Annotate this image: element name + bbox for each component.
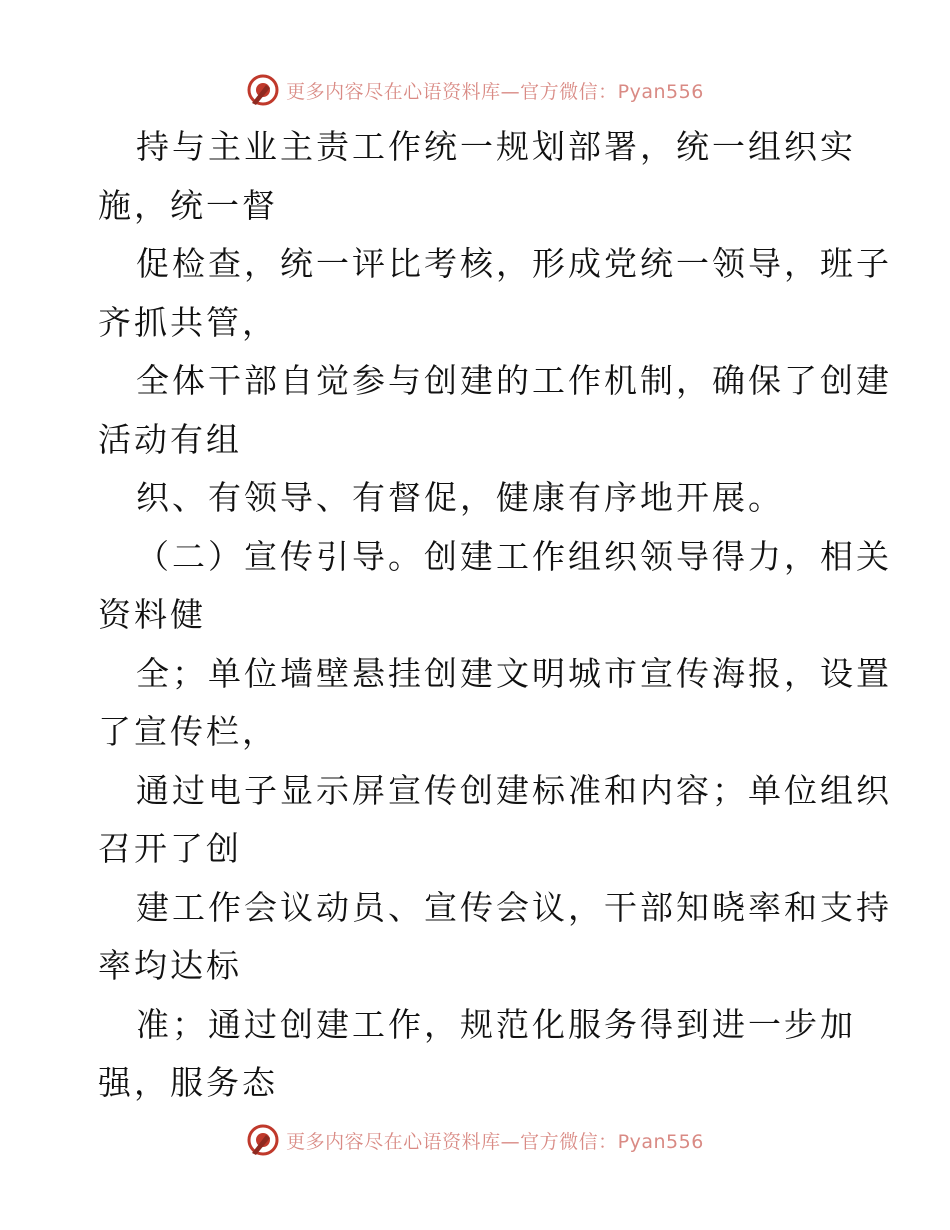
text-line: 建工作会议动员、宣传会议，干部知晓率和支持 <box>136 887 892 927</box>
text-line: 施，统一督 <box>98 185 278 225</box>
footer-banner-text: 更多内容尽在心语资料库—官方微信：Pyan556 <box>286 1130 704 1153</box>
footer-banner <box>0 1120 950 1160</box>
text-line: 促检查，统一评比考核，形成党统一领导，班子 <box>136 244 892 283</box>
text-line: 率均达标 <box>98 946 242 985</box>
pen-logo-icon <box>246 73 280 107</box>
text-line: 资料健 <box>98 595 206 634</box>
text-line: 了宣传栏， <box>98 712 278 751</box>
text-line: 准；通过创建工作，规范化服务得到进一步加 <box>136 1004 856 1044</box>
text-line: 活动有组 <box>98 419 242 459</box>
text-line: 通过电子显示屏宣传创建标准和内容；单位组织 <box>136 770 892 810</box>
header-banner <box>0 70 950 110</box>
header-banner-text: 更多内容尽在心语资料库—官方微信：Pyan556 <box>286 80 704 103</box>
pen-logo-icon <box>246 1123 280 1157</box>
text-line: 召开了创 <box>98 829 242 868</box>
text-line: 齐抓共管， <box>98 302 278 342</box>
document-body <box>98 118 892 1113</box>
text-line: 持与主业主责工作统一规划部署，统一组织实 <box>136 127 856 166</box>
text-line: 织、有领导、有督促，健康有序地开展。 <box>136 478 784 517</box>
text-line: 全；单位墙壁悬挂创建文明城市宣传海报，设置 <box>136 653 892 693</box>
text-line: 全体干部自觉参与创建的工作机制，确保了创建 <box>136 361 892 400</box>
text-line: 强，服务态 <box>98 1063 278 1102</box>
text-line: （二）宣传引导。创建工作组织领导得力，相关 <box>136 536 892 576</box>
